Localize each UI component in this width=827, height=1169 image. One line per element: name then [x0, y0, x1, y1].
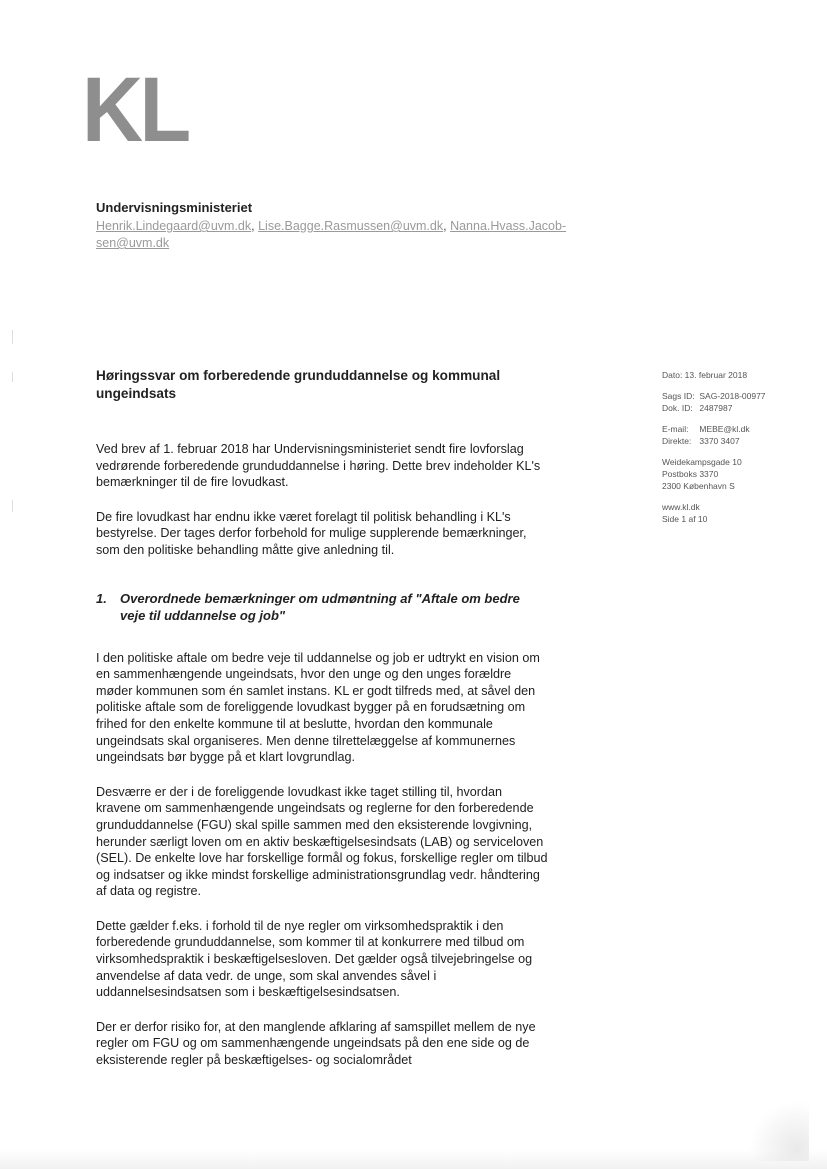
kl-logo: KL	[82, 59, 188, 161]
meta-address-street: Weidekampsgade 10	[662, 457, 742, 467]
scan-speck	[12, 330, 13, 344]
meta-page-number: Side 1 af 10	[662, 514, 708, 524]
letter-body	[96, 367, 548, 1087]
paragraph-intro: Ved brev af 1. februar 2018 har Undervisningsministeriet sendt fire lovforslag vedrørende forberedende grunduddannelse i høring. Dette brev indeholder KL's bemærkninger til de fire lovudkast.	[96, 442, 541, 490]
meta-sags-id: Sags ID: SAG-2018-00977	[662, 391, 766, 401]
section-heading	[96, 590, 548, 624]
section-title: Overordnede bemærkninger om udmøntning af "Aftale om bedre veje til uddannelse og job"	[120, 590, 520, 623]
recipient-organization: Undervisningsministeriet	[96, 200, 253, 215]
scan-speck	[12, 500, 13, 512]
paragraph-reservation: De fire lovudkast har endnu ikke været forelagt til politisk behandling i KL's bestyrelse. Der tages derfor forbehold for mulige supplerende bemærkninger, som den politiske behandling måtte give anledning til.	[96, 509, 527, 557]
letter-metadata	[662, 369, 812, 534]
paragraph-internship: Dette gælder f.eks. i forhold til de nye regler om virksomhedspraktik i den forberedende grunduddannelse, som kommer til at konkurrere med tilbud om virksomhedspraktik i beskæftigelsesloven. Det gælder også tilvejebringelse og anvendelse af data vedr. de unge, som skal anvendes såvel i uddannelsesindsatsen som i beskæftigelsesindsatsen.	[96, 918, 533, 1000]
scan-corner-smudge	[749, 1101, 809, 1161]
email-link-rasmussen[interactable]: Lise.Bagge.Rasmussen@uvm.dk	[258, 219, 444, 233]
meta-direkte: Direkte: 3370 3407	[662, 436, 740, 446]
letter-title: Høringssvar om forberedende grunduddannelse og kommunal ungeindsats	[96, 368, 501, 401]
recipient-emails	[96, 218, 636, 252]
email-link-jacobsen[interactable]: Nanna.Hvass.Jacob-	[450, 219, 567, 233]
meta-email: E-mail: MEBE@kl.dk	[662, 424, 750, 434]
email-link-jacobsen-cont[interactable]: sen@uvm.dk	[96, 236, 170, 250]
meta-web: www.kl.dk	[662, 502, 700, 512]
scan-bottom-shadow	[0, 1150, 827, 1169]
paragraph-political-agreement: I den politiske aftale om bedre veje til uddannelse og job er udtrykt en vision om en sammenhængende ungeindsats, hvor den unge og den unges forældre møder kommunen som én samlet instans. KL er godt tilfreds med, at såvel den politiske aftale som de foreliggende lovudkast bygger på en forudsætning om frihed for den enkelte kommune til at beslutte, hvordan den kommunale ungeindsats skal organiseres. Men denne tilrettelæggelse af kommunernes ungeindsats bør bygge på et klart lovgrundlag.	[96, 650, 540, 765]
meta-dok-id: Dok. ID: 2487987	[662, 403, 733, 413]
email-separator: ,	[251, 219, 255, 233]
meta-address-postbox: Postboks 3370	[662, 469, 719, 479]
meta-date: Dato: 13. februar 2018	[662, 370, 748, 380]
email-separator: ,	[443, 219, 447, 233]
recipient-block	[96, 200, 636, 252]
email-link-lindegaard[interactable]: Henrik.Lindegaard@uvm.dk	[96, 219, 252, 233]
paragraph-legislation: Desværre er der i de foreliggende lovudkast ikke taget stilling til, hvordan kravene om sammenhængende ungeindsats og reglerne for den forberedende grunduddannelse (FGU) skal spille sammen med den eksisterende lovgivning, herunder særligt loven om en aktiv beskæftigelsesindsats (LAB) og serviceloven (SEL). De enkelte love har forskellige formål og fokus, forskellige regler om tilbud og indsatser og ikke mindst forskellige administrationsgrundlag vedr. håndtering af data og registre.	[96, 784, 548, 899]
paragraph-risk: Der er derfor risiko for, at den manglende afklaring af samspillet mellem de nye regler om FGU og om sammenhængende ungeindsats på den ene side og de eksisterende regler på beskæftigelses- og socialområdet	[96, 1019, 536, 1068]
section-number: 1.	[96, 590, 107, 606]
scan-speck	[12, 372, 13, 382]
meta-address-city: 2300 København S	[662, 481, 735, 491]
